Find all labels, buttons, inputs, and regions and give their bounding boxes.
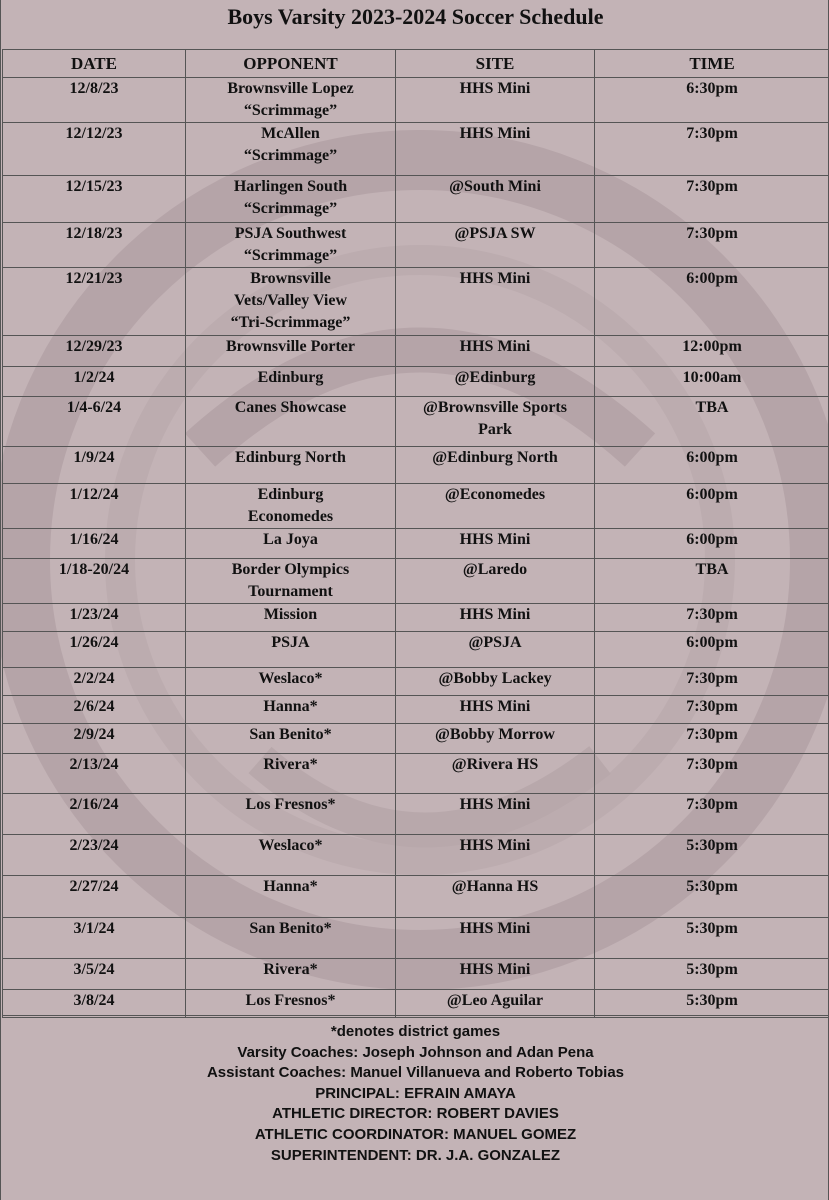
cell-opponent: Mission [186, 604, 396, 632]
cell-date: 2/27/24 [3, 876, 186, 918]
cell-site: HHS Mini [396, 835, 595, 876]
cell-site: @Hanna HS [396, 876, 595, 918]
cell-opponent: San Benito* [186, 918, 396, 959]
cell-site: HHS Mini [396, 696, 595, 724]
table-row [3, 397, 829, 447]
table-row [3, 632, 829, 668]
cell-opponent: Edinburg North [186, 447, 396, 484]
cell-opponent: Harlingen South “Scrimmage” [186, 176, 396, 223]
cell-date: 1/4-6/24 [3, 397, 186, 447]
table-row [3, 529, 829, 559]
athletic-director: ATHLETIC DIRECTOR: ROBERT DAVIES [272, 1105, 559, 1123]
cell-site: @Rivera HS [396, 754, 595, 794]
cell-date: 1/2/24 [3, 367, 186, 397]
cell-time: 6:00pm [595, 268, 829, 336]
cell-time: 7:30pm [595, 123, 829, 176]
table-header-row [3, 50, 829, 78]
cell-date: 2/6/24 [3, 696, 186, 724]
cell-time: 10:00am [595, 367, 829, 397]
cell-time: 7:30pm [595, 724, 829, 754]
cell-time: TBA [595, 397, 829, 447]
cell-site: @Laredo [396, 559, 595, 604]
cell-opponent: Canes Showcase [186, 397, 396, 447]
cell-site: @PSJA [396, 632, 595, 668]
cell-time: 5:30pm [595, 876, 829, 918]
cell-opponent: Rivera* [186, 754, 396, 794]
table-row [3, 696, 829, 724]
cell-date: 1/16/24 [3, 529, 186, 559]
table-row [3, 990, 829, 1018]
cell-time: 6:00pm [595, 529, 829, 559]
schedule-footer [2, 1015, 829, 1200]
cell-opponent: Weslaco* [186, 668, 396, 696]
cell-site: HHS Mini [396, 268, 595, 336]
cell-time: 7:30pm [595, 794, 829, 835]
cell-date: 2/16/24 [3, 794, 186, 835]
cell-site: @Bobby Morrow [396, 724, 595, 754]
cell-date: 1/26/24 [3, 632, 186, 668]
header-time: TIME [595, 50, 829, 78]
cell-site: @Edinburg North [396, 447, 595, 484]
schedule-table [2, 49, 829, 1018]
cell-opponent: Weslaco* [186, 835, 396, 876]
cell-date: 12/12/23 [3, 123, 186, 176]
cell-date: 1/23/24 [3, 604, 186, 632]
table-row [3, 835, 829, 876]
table-row [3, 754, 829, 794]
table-row [3, 223, 829, 268]
table-row [3, 604, 829, 632]
cell-time: 12:00pm [595, 336, 829, 367]
cell-date: 1/9/24 [3, 447, 186, 484]
table-row [3, 668, 829, 696]
cell-date: 2/2/24 [3, 668, 186, 696]
cell-time: 5:30pm [595, 918, 829, 959]
cell-opponent: McAllen “Scrimmage” [186, 123, 396, 176]
table-row [3, 176, 829, 223]
table-row [3, 78, 829, 123]
cell-time: 5:30pm [595, 959, 829, 990]
cell-time: TBA [595, 559, 829, 604]
cell-date: 12/21/23 [3, 268, 186, 336]
cell-time: 7:30pm [595, 604, 829, 632]
cell-opponent: PSJA Southwest “Scrimmage” [186, 223, 396, 268]
cell-opponent: Hanna* [186, 876, 396, 918]
table-row [3, 918, 829, 959]
cell-date: 12/8/23 [3, 78, 186, 123]
cell-opponent: Brownsville Lopez “Scrimmage” [186, 78, 396, 123]
cell-opponent: Rivera* [186, 959, 396, 990]
cell-time: 5:30pm [595, 835, 829, 876]
cell-date: 3/5/24 [3, 959, 186, 990]
cell-site: @Economedes [396, 484, 595, 529]
cell-site: @PSJA SW [396, 223, 595, 268]
cell-date: 3/1/24 [3, 918, 186, 959]
table-row [3, 484, 829, 529]
header-opponent: OPPONENT [186, 50, 396, 78]
principal: PRINCIPAL: EFRAIN AMAYA [315, 1084, 516, 1102]
cell-time: 7:30pm [595, 754, 829, 794]
cell-opponent: Border Olympics Tournament [186, 559, 396, 604]
cell-time: 5:30pm [595, 990, 829, 1018]
cell-site: HHS Mini [396, 959, 595, 990]
cell-site: HHS Mini [396, 794, 595, 835]
superintendent: SUPERINTENDENT: DR. J.A. GONZALEZ [270, 1146, 561, 1164]
cell-site: @South Mini [396, 176, 595, 223]
cell-date: 1/18-20/24 [3, 559, 186, 604]
table-row [3, 447, 829, 484]
table-row [3, 336, 829, 367]
cell-date: 2/23/24 [3, 835, 186, 876]
table-row [3, 367, 829, 397]
table-row [3, 559, 829, 604]
cell-time: 7:30pm [595, 176, 829, 223]
cell-time: 7:30pm [595, 223, 829, 268]
cell-opponent: La Joya [186, 529, 396, 559]
header-site: SITE [396, 50, 595, 78]
cell-date: 2/13/24 [3, 754, 186, 794]
table-row [3, 959, 829, 990]
header-date: DATE [3, 50, 186, 78]
cell-site: HHS Mini [396, 123, 595, 176]
cell-site: @Leo Aguilar [396, 990, 595, 1018]
cell-opponent: Brownsville Porter [186, 336, 396, 367]
cell-opponent: Brownsville Vets/Valley View “Tri-Scrimmage” [186, 268, 396, 336]
cell-time: 6:00pm [595, 484, 829, 529]
table-row [3, 724, 829, 754]
cell-time: 6:00pm [595, 447, 829, 484]
cell-date: 12/15/23 [3, 176, 186, 223]
cell-date: 3/8/24 [3, 990, 186, 1018]
cell-time: 7:30pm [595, 696, 829, 724]
cell-time: 7:30pm [595, 668, 829, 696]
cell-time: 6:30pm [595, 78, 829, 123]
cell-time: 6:00pm [595, 632, 829, 668]
cell-opponent: Los Fresnos* [186, 794, 396, 835]
varsity-coaches: Varsity Coaches: Joseph Johnson and Adan Pena [237, 1043, 594, 1061]
cell-opponent: Los Fresnos* [186, 990, 396, 1018]
cell-date: 2/9/24 [3, 724, 186, 754]
table-row [3, 268, 829, 336]
cell-site: HHS Mini [396, 78, 595, 123]
cell-opponent: PSJA [186, 632, 396, 668]
cell-site: HHS Mini [396, 918, 595, 959]
cell-date: 12/18/23 [3, 223, 186, 268]
table-row [3, 123, 829, 176]
athletic-coordinator: ATHLETIC COORDINATOR: MANUEL GOMEZ [254, 1125, 577, 1143]
cell-site: @Bobby Lackey [396, 668, 595, 696]
cell-site: @Edinburg [396, 367, 595, 397]
assistant-coaches: Assistant Coaches: Manuel Villanueva and Roberto Tobias [206, 1064, 625, 1082]
page-title: Boys Varsity 2023-2024 Soccer Schedule [227, 4, 604, 29]
cell-date: 12/29/23 [3, 336, 186, 367]
cell-site: HHS Mini [396, 336, 595, 367]
cell-site: HHS Mini [396, 604, 595, 632]
table-row [3, 794, 829, 835]
cell-opponent: Edinburg [186, 367, 396, 397]
cell-opponent: San Benito* [186, 724, 396, 754]
table-row [3, 876, 829, 918]
cell-opponent: Hanna* [186, 696, 396, 724]
cell-opponent: Edinburg Economedes [186, 484, 396, 529]
cell-date: 1/12/24 [3, 484, 186, 529]
cell-site: @Brownsville Sports Park [396, 397, 595, 447]
cell-site: HHS Mini [396, 529, 595, 559]
district-note: *denotes district games [330, 1023, 501, 1040]
